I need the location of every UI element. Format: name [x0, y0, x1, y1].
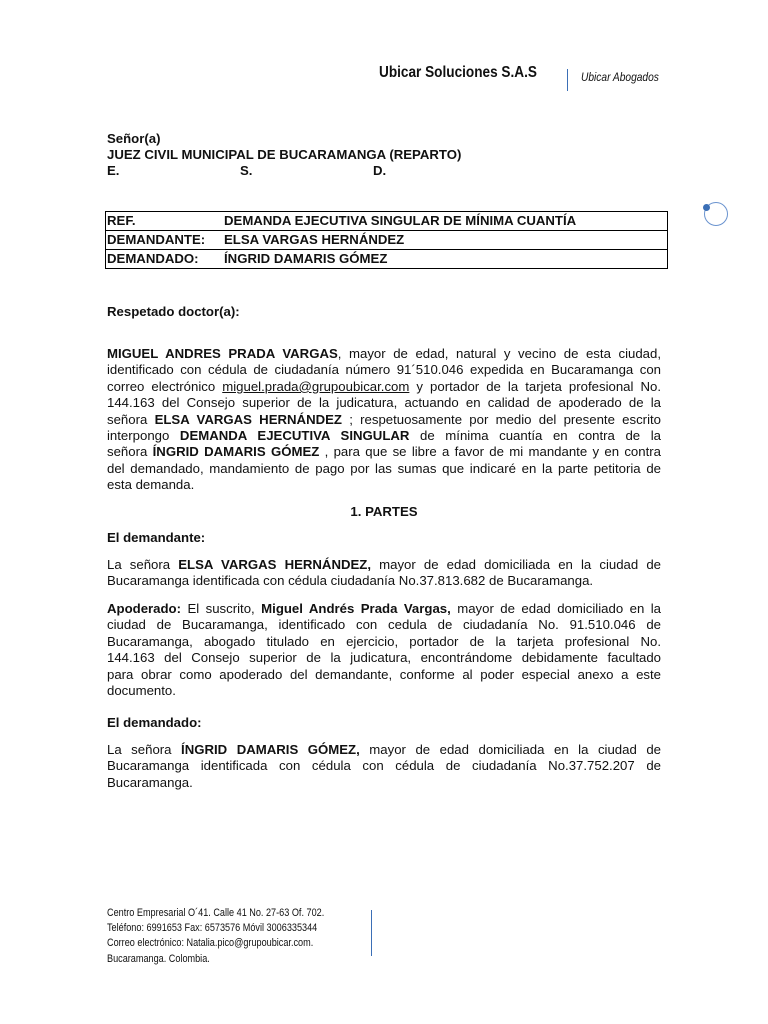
text: mayor de edad domiciliado en la [450, 601, 661, 616]
section-title: 1. PARTES [350, 504, 418, 519]
intro-paragraph [107, 346, 661, 494]
table-row [106, 212, 668, 231]
footer-line: Centro Empresarial O´41. Calle 41 No. 27-63 Of. 702. [107, 907, 325, 919]
text: 144.163 del Consejo superior de la judicatura, encontrándome debidamente facultado [107, 650, 661, 666]
text: ; respetuosamente por medio del presente escrito [341, 411, 661, 427]
demandante-paragraph [107, 557, 661, 590]
defendant-name: ÍNGRID DAMARIS GÓMEZ, [181, 742, 360, 757]
text: mayor de edad domiciliada en la ciudad de [371, 557, 662, 572]
text: ciudad de Bucaramanga, identificado con cedula de ciudadanía No. 91.510.046 de [107, 617, 661, 633]
addressee-block [107, 131, 461, 179]
text: El suscrito, [181, 601, 262, 616]
text: Bucaramanga identificada con cédula con cédula de ciudadanía No.37.752.207 de [107, 758, 661, 774]
text: identificado con cédula de ciudadanía número 91´510.046 expedida en Bucaramanga con [107, 362, 661, 378]
footer-line: Correo electrónico: Natalia.pico@grupoubicar.com. [107, 937, 314, 950]
text: interpongo [107, 428, 180, 444]
text: de mínima cuantía en contra de la [409, 428, 661, 444]
esd-d: D. [373, 163, 387, 178]
defendant-name: ÍNGRID DAMARIS GÓMEZ [152, 444, 320, 460]
footer-divider [371, 910, 372, 956]
demandante-heading: El demandante: [107, 530, 206, 545]
demandado-paragraph [107, 742, 661, 791]
text: 144.163 del Consejo superior de la judicatura, actuando en calidad de apoderado de la [107, 395, 661, 411]
footer-address [107, 906, 324, 967]
addressee-greeting: Señor(a) [107, 131, 161, 146]
ref-label: DEMANDANTE: [106, 231, 224, 250]
ref-value: ÍNGRID DAMARIS GÓMEZ [223, 250, 668, 269]
lawyer-name: Miguel Andrés Prada Vargas, [261, 601, 451, 616]
header-divider [567, 69, 568, 91]
text: señora [107, 411, 155, 427]
text: Bucaramanga, abogado titulado en ejercicio, portador de la tarjeta profesional No. [107, 633, 661, 649]
esd-e: E. [107, 163, 120, 178]
text: esta demanda. [107, 477, 195, 493]
text: La señora [107, 557, 179, 572]
text: Bucaramanga. [107, 774, 193, 790]
apoderado-paragraph [107, 601, 661, 699]
text: del demandado, mandamiento de pago por las sumas que indicaré en la parte petitoria de [107, 460, 661, 476]
apoderado-label: Apoderado: [107, 601, 181, 616]
company-name: Ubicar Soluciones S.A.S [379, 64, 537, 81]
esd-line [107, 163, 461, 179]
ref-label: REF. [106, 212, 224, 231]
circle-dot-icon [703, 204, 710, 211]
text: La señora [107, 742, 182, 757]
table-row [106, 250, 668, 269]
footer-line: Teléfono: 6991653 Fax: 6573576 Móvil 3006335344 [107, 922, 318, 935]
ref-value: DEMANDA EJECUTIVA SINGULAR DE MÍNIMA CUANTÍA [223, 212, 668, 231]
demand-type: DEMANDA EJECUTIVA SINGULAR [179, 428, 410, 444]
reference-table [105, 211, 668, 269]
text: señora [107, 444, 153, 460]
text: y portador de la tarjeta profesional No. [409, 378, 662, 394]
email-link[interactable]: miguel.prada@grupoubicar.com [222, 378, 410, 394]
company-subtitle: Ubicar Abogados [581, 70, 659, 84]
lawyer-name: MIGUEL ANDRES PRADA VARGAS [107, 346, 338, 361]
addressee-judge: JUEZ CIVIL MUNICIPAL DE BUCARAMANGA (REPARTO) [107, 147, 462, 162]
text: mayor de edad domiciliada en la ciudad de [359, 742, 661, 757]
text: Bucaramanga identificada con cédula ciudadanía No.37.813.682 de Bucaramanga. [107, 573, 594, 589]
ref-value: ELSA VARGAS HERNÁNDEZ [223, 231, 668, 250]
plaintiff-name: ELSA VARGAS HERNÁNDEZ, [178, 557, 372, 572]
footer-line: Bucaramanga. Colombia. [107, 952, 210, 965]
ref-label: DEMANDADO: [106, 250, 224, 269]
plaintiff-name: ELSA VARGAS HERNÁNDEZ [154, 411, 342, 427]
text: , mayor de edad, natural y vecino de esta ciudad, [337, 346, 661, 361]
esd-s: S. [240, 163, 253, 178]
text: documento. [107, 683, 176, 699]
text: correo electrónico [107, 378, 223, 394]
text: , para que se libre a favor de mi mandante y en contra [319, 444, 661, 460]
table-row [106, 231, 668, 250]
salutation: Respetado doctor(a): [107, 304, 240, 319]
demandado-heading: El demandado: [107, 715, 202, 730]
text: para obrar como apoderado del demandante, conforme al poder especial anexo a este [107, 666, 661, 682]
